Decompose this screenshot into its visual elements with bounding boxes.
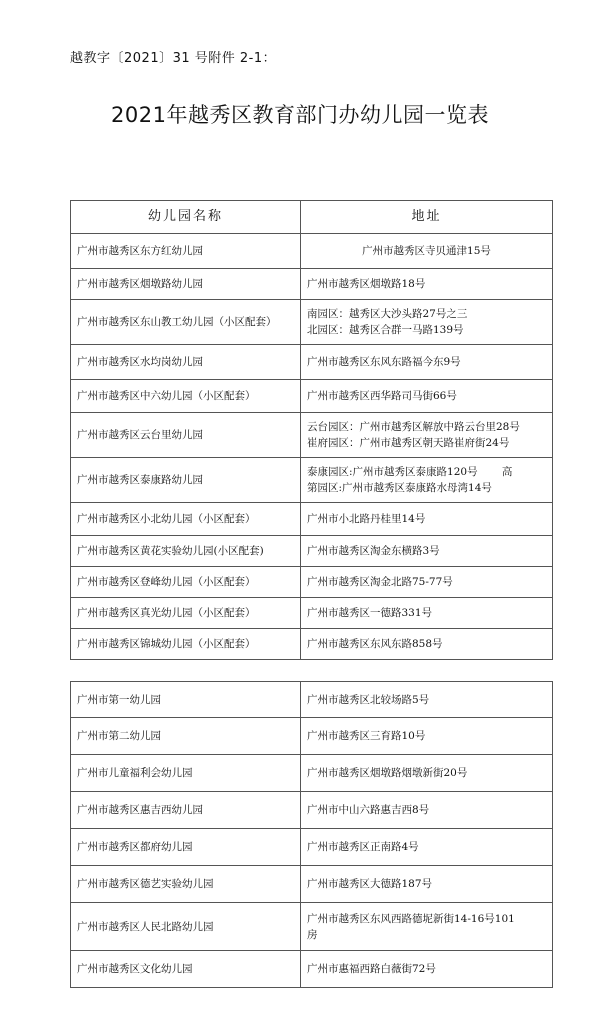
address-line: 广州市越秀区烟墩路烟墩新街20号 [307,767,468,779]
address-cell [301,903,553,951]
address-line: 广州市越秀区三育路10号 [307,730,426,742]
address-cell [301,598,553,629]
address-cell [301,345,553,380]
kindergarten-name-cell: 广州市越秀区泰康路幼儿园 [71,458,301,503]
address-cell [301,629,553,660]
kindergarten-name-cell: 广州市越秀区东山教工幼儿园（小区配套） [71,300,301,345]
address-line: 广州市越秀区北较场路5号 [307,693,430,706]
address-line: 崔府园区：广州市越秀区朝天路崔府街24号 [307,437,510,449]
table-row [71,903,553,951]
table-row [71,629,553,660]
address-line: 广州市越秀区东风东路福今东9号 [307,356,461,368]
table-row [71,536,553,567]
kindergarten-name-cell: 广州市越秀区人民北路幼儿园 [71,903,301,951]
kindergarten-name-cell: 广州市越秀区水均岗幼儿园 [71,345,301,380]
address-line: 广州市越秀区烟墩路18号 [307,278,426,290]
address-line: 云台园区：广州市越秀区解放中路云台里28号 [307,421,520,433]
table-row [71,269,553,300]
address-line: 广州市越秀区大德路187号 [307,878,433,890]
table-row [71,718,553,755]
address-cell [301,380,553,413]
address-line: 房 [307,928,318,941]
address-line: 广州市惠福西路白薇街72号 [307,963,436,975]
address-line: 泰康园区:广州市越秀区泰康路120号 高 [307,466,513,478]
address-line: 广州市越秀区西华路司马街66号 [307,390,457,402]
address-line: 广州市中山六路惠吉西8号 [307,804,430,816]
kindergarten-name-cell: 广州市第一幼儿园 [71,682,301,718]
document-reference: 越教字〔2021〕31 号附件 2-1： [70,51,277,66]
kindergarten-name-cell: 广州市越秀区小北幼儿园（小区配套） [71,503,301,536]
table-row [71,755,553,792]
kindergarten-table-part-2 [70,681,553,988]
table-row [71,866,553,903]
kindergarten-name-cell: 广州市越秀区文化幼儿园 [71,951,301,988]
kindergarten-name-cell: 广州市越秀区黄花实验幼儿园(小区配套) [71,536,301,567]
address-line: 广州市越秀区东风西路德坭新街14-16号101 [307,912,515,925]
table-header-row [71,201,553,234]
page-title: 2021年越秀区教育部门办幼儿园一览表 [111,103,489,127]
address-line: 第园区:广州市越秀区泰康路水母湾14号 [307,482,492,494]
table-row [71,567,553,598]
kindergarten-name-cell: 广州市越秀区中六幼儿园（小区配套） [71,380,301,413]
kindergarten-name-cell: 广州市越秀区真光幼儿园（小区配套） [71,598,301,629]
address-line: 广州市小北路丹桂里14号 [307,513,426,525]
table-row [71,300,553,345]
address-cell [301,755,553,792]
table-row [71,829,553,866]
address-cell [301,413,553,458]
kindergarten-name-cell: 广州市儿童福利会幼儿园 [71,755,301,792]
address-cell [301,234,553,269]
address-cell [301,269,553,300]
address-cell [301,536,553,567]
header-address: 地址 [301,201,553,234]
address-line: 南园区：越秀区大沙头路27号之三 [307,308,468,320]
kindergarten-name-cell: 广州市越秀区烟墩路幼儿园 [71,269,301,300]
kindergarten-name-cell: 广州市越秀区德艺实验幼儿园 [71,866,301,903]
kindergarten-name-cell: 广州市越秀区登峰幼儿园（小区配套） [71,567,301,598]
table-row [71,413,553,458]
address-cell [301,567,553,598]
address-line: 广州市越秀区正南路4号 [307,841,419,853]
address-line: 广州市越秀区寺贝通津15号 [362,245,491,257]
table-row [71,234,553,269]
address-cell [301,792,553,829]
kindergarten-name-cell: 广州市越秀区东方红幼儿园 [71,234,301,269]
kindergarten-table-part-1 [70,200,553,660]
kindergarten-name-cell: 广州市越秀区云台里幼儿园 [71,413,301,458]
address-line: 广州市越秀区淘金东横路3号 [307,545,440,557]
kindergarten-name-cell: 广州市越秀区惠吉西幼儿园 [71,792,301,829]
kindergarten-name-cell: 广州市第二幼儿园 [71,718,301,755]
address-cell [301,829,553,866]
address-cell [301,682,553,718]
table-row [71,345,553,380]
address-cell [301,300,553,345]
table-row [71,951,553,988]
table-row [71,792,553,829]
address-cell [301,951,553,988]
table-row [71,380,553,413]
header-name: 幼儿园名称 [71,201,301,234]
table-row [71,682,553,718]
kindergarten-name-cell: 广州市越秀区都府幼儿园 [71,829,301,866]
address-line: 广州市越秀区淘金北路75-77号 [307,576,453,588]
address-line: 广州市越秀区东风东路858号 [307,638,443,650]
address-cell [301,503,553,536]
table-row [71,458,553,503]
address-line: 北园区：越秀区合群一马路139号 [307,324,464,336]
address-line: 广州市越秀区一德路331号 [307,607,433,619]
table-row [71,598,553,629]
table-row [71,503,553,536]
address-cell [301,458,553,503]
address-cell [301,866,553,903]
kindergarten-name-cell: 广州市越秀区锦城幼儿园（小区配套） [71,629,301,660]
address-cell [301,718,553,755]
